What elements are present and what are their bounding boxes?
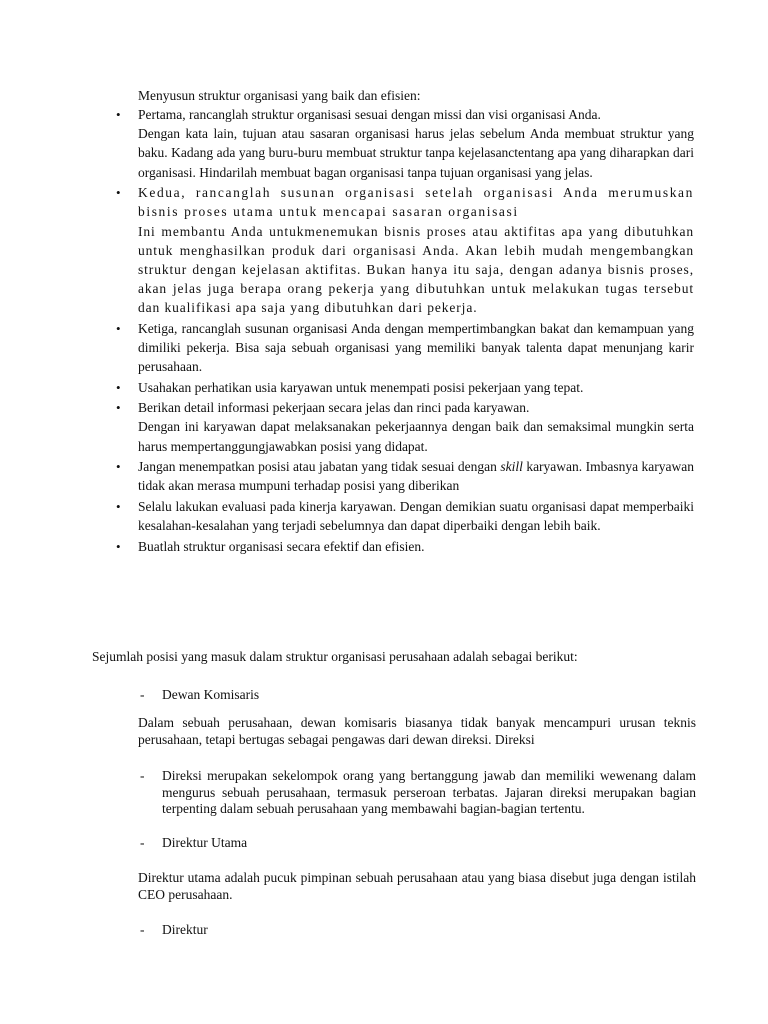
list-item xyxy=(138,398,694,456)
bullet-sub-text: Dengan ini karyawan dapat melaksanakan pekerjaannya dengan baik dan semaksimal mungkin serta harus mempertanggungjawabkan posisi yang didapat. xyxy=(138,419,694,454)
paragraph-dewan-komisaris: Dalam sebuah perusahaan, dewan komisaris biasanya tidak banyak mencampuri urusan teknis perusahaan, tetapi bertugas sebagai pengawas dari dewan direksi. Direksi xyxy=(138,715,696,747)
dash-item-dewan-komisaris xyxy=(140,687,696,704)
bullet-main-text: • Usahakan perhatikan usia karyawan untuk menempati posisi pekerjaan yang tepat. xyxy=(138,379,584,395)
dash-item-direktur-utama xyxy=(140,835,696,852)
list-item xyxy=(138,378,694,397)
bullet-main-text: • Buatlah struktur organisasi secara efektif dan efisien. xyxy=(138,538,425,554)
bullet-main-text: • Berikan detail informasi pekerjaan secara jelas dan rinci pada karyawan. xyxy=(138,400,530,416)
dash-item-text: Direksi merupakan sekelompok orang yang bertanggung jawab dan memiliki wewenang dalam mengurus sebuah perusahaan, termasuk perseroan terbatas. Jajaran direksi merupakan bagian terpenting dalam sebuah perusahaan yang membawahi bagian-bagian tertentu. xyxy=(162,768,696,816)
bullet-list xyxy=(138,105,694,557)
bullet-main-text: • Kedua, rancanglah susunan organisasi setelah organisasi Anda merumuskan bisnis proses utama untuk mencapai sasaran organisasi xyxy=(138,185,694,220)
list-item xyxy=(138,105,694,182)
section-lead: Sejumlah posisi yang masuk dalam struktur organisasi perusahaan adalah sebagai berikut: xyxy=(92,649,578,664)
list-item xyxy=(138,183,694,317)
bullet-main-text: • Selalu lakukan evaluasi pada kinerja karyawan. Dengan demikian suatu organisasi dapat memperbaiki kesalahan-kesalahan yang terjadi sebelumnya dan dapat diperbaiki dengan lebih baik. xyxy=(138,498,694,534)
intro-line: Menyusun struktur organisasi yang baik dan efisien: xyxy=(138,88,421,103)
dash-marker: - xyxy=(140,922,145,937)
dash-item-title: Dewan Komisaris xyxy=(162,687,260,702)
list-item xyxy=(138,497,694,535)
dash-item-direktur xyxy=(140,922,696,939)
bullet-main-text: • Pertama, rancanglah struktur organisasi sesuai dengan missi dan visi organisasi Anda. xyxy=(138,107,601,122)
dash-marker: - xyxy=(140,687,145,702)
list-item xyxy=(138,457,694,495)
list-item xyxy=(138,537,694,556)
paragraph-direktur-utama: Direktur utama adalah pucuk pimpinan sebuah perusahaan atau yang biasa disebut juga dengan istilah CEO perusahaan. xyxy=(138,870,696,902)
dash-item-title: Direktur Utama xyxy=(162,835,248,850)
dash-marker: - xyxy=(140,835,145,850)
bullet-main-text xyxy=(138,457,694,495)
dash-item-direksi xyxy=(140,768,696,818)
bullet-sub-text: Ini membantu Anda untukmenemukan bisnis proses atau aktifitas apa yang dibutuhkan untuk menghasilkan produk dari organisasi Anda. Akan lebih mudah mengembangkan struktur dengan kejelasan aktifitas. Bukan hanya itu saja, dengan adanya bisnis proses, akan jelas juga berapa orang pekerja yang dibutuhkan untuk melakukan tugas tersebut dan kualifikasi apa saja yang dibutuhkan dari pekerja. xyxy=(138,223,694,316)
bullet-sub-text: Dengan kata lain, tujuan atau sasaran organisasi harus jelas sebelum Anda membuat struktur yang baku. Kadang ada yang buru-buru membuat struktur tanpa kejelasanctentang apa yang diharapkan dari organisasi. Hindarilah membuat bagan organisasi tanpa tujuan organisasi yang jelas. xyxy=(138,126,694,180)
list-item xyxy=(138,319,694,377)
bullet-text-part: karyawan. Imbasnya karyawan tidak akan merasa mumpuni terhadap posisi yang diberikan xyxy=(138,459,694,494)
bullet-italic-word: skill xyxy=(500,459,523,475)
bullet-text-part: Jangan menempatkan posisi atau jabatan yang tidak sesuai dengan xyxy=(138,459,501,475)
dash-marker: - xyxy=(140,768,145,783)
bullet-main-text: • Ketiga, rancanglah susunan organisasi Anda dengan mempertimbangkan bakat dan kemampuan yang dimiliki pekerja. Bisa saja sebuah organisasi yang memiliki banyak talenta dapat menunjang karir perusahaan. xyxy=(138,320,694,375)
dash-item-title: Direktur xyxy=(162,922,208,937)
